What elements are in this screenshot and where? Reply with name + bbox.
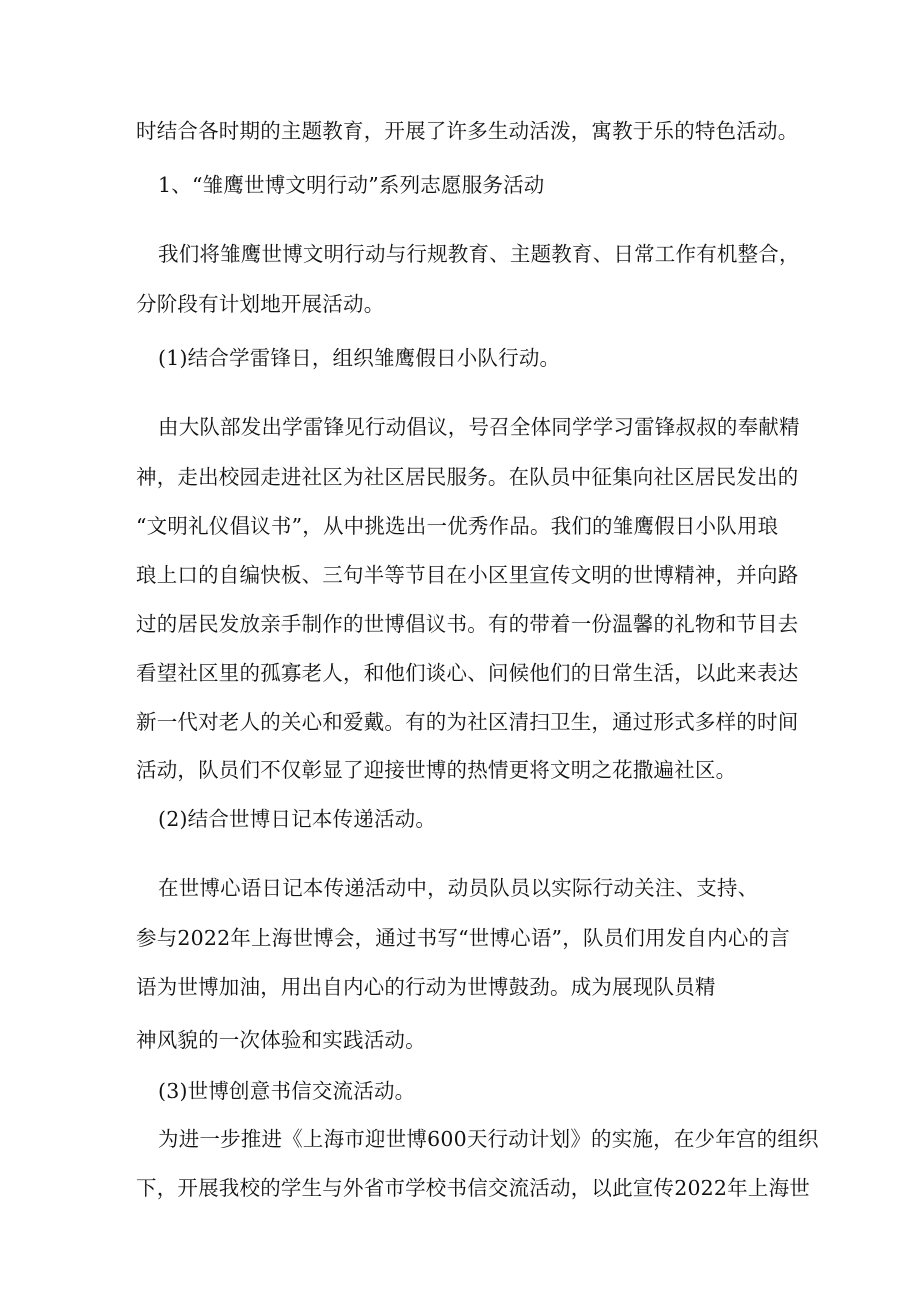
- text-line: 下，开展我校的学生与外省市学校书信交流活动，以此宣传2022年上海世: [136, 1176, 810, 1200]
- section-heading: 1、“雏鹰世博文明行动”系列志愿服务活动: [158, 173, 545, 197]
- text-line: 语为世博加油，用出自内心的行动为世博鼓劲。成为展现队员精: [136, 975, 716, 999]
- text-line: 分阶段有计划地开展活动。: [136, 292, 385, 316]
- text-line: 新一代对老人的关心和爱戴。有的为社区清扫卫生，通过形式多样的时间: [136, 710, 799, 734]
- subsection-heading: (2)结合世博日记本传递活动。: [158, 807, 437, 831]
- text-line: 看望社区里的孤寡老人，和他们谈心、问候他们的日常生活，以此来表达: [136, 661, 799, 685]
- text-line: 在世博心语日记本传递活动中，动员队员以实际行动关注、支持、: [158, 876, 759, 900]
- text-line: 神风貌的一次体验和实践活动。: [136, 1028, 426, 1052]
- text-line: 过的居民发放亲手制作的世博倡议书。有的带着一份温馨的礼物和节目去: [136, 612, 799, 636]
- text-line: 参与2022年上海世博会，通过书写“世博心语”，队员们用发自内心的言: [136, 926, 790, 950]
- text-line: 活动，队员们不仅彰显了迎接世博的热情更将文明之花撒遍社区。: [136, 758, 737, 782]
- text-line: 为进一步推进《上海市迎世博600天行动计划》的实施，在少年宫的组织: [158, 1127, 819, 1151]
- text-line: “文明礼仪倡议书”，从中挑选出一优秀作品。我们的雏鹰假日小队用琅: [136, 514, 779, 538]
- subsection-heading: (3)世博创意书信交流活动。: [158, 1079, 416, 1103]
- text-line: 我们将雏鹰世博文明行动与行规教育、主题教育、日常工作有机整合，: [158, 242, 800, 266]
- subsection-heading: (1)结合学雷锋日，组织雏鹰假日小队行动。: [158, 346, 561, 370]
- text-line: 琅上口的自编快板、三句半等节目在小区里宣传文明的世博精神，并向路: [136, 563, 799, 587]
- text-line: 神，走出校园走进社区为社区居民服务。在队员中征集向社区居民发出的: [136, 465, 799, 489]
- text-line: 由大队部发出学雷锋见行动倡议，号召全体同学学习雷锋叔叔的奉献精: [158, 415, 800, 439]
- text-line: 时结合各时期的主题教育，开展了许多生动活泼，寓教于乐的特色活动。: [136, 119, 799, 143]
